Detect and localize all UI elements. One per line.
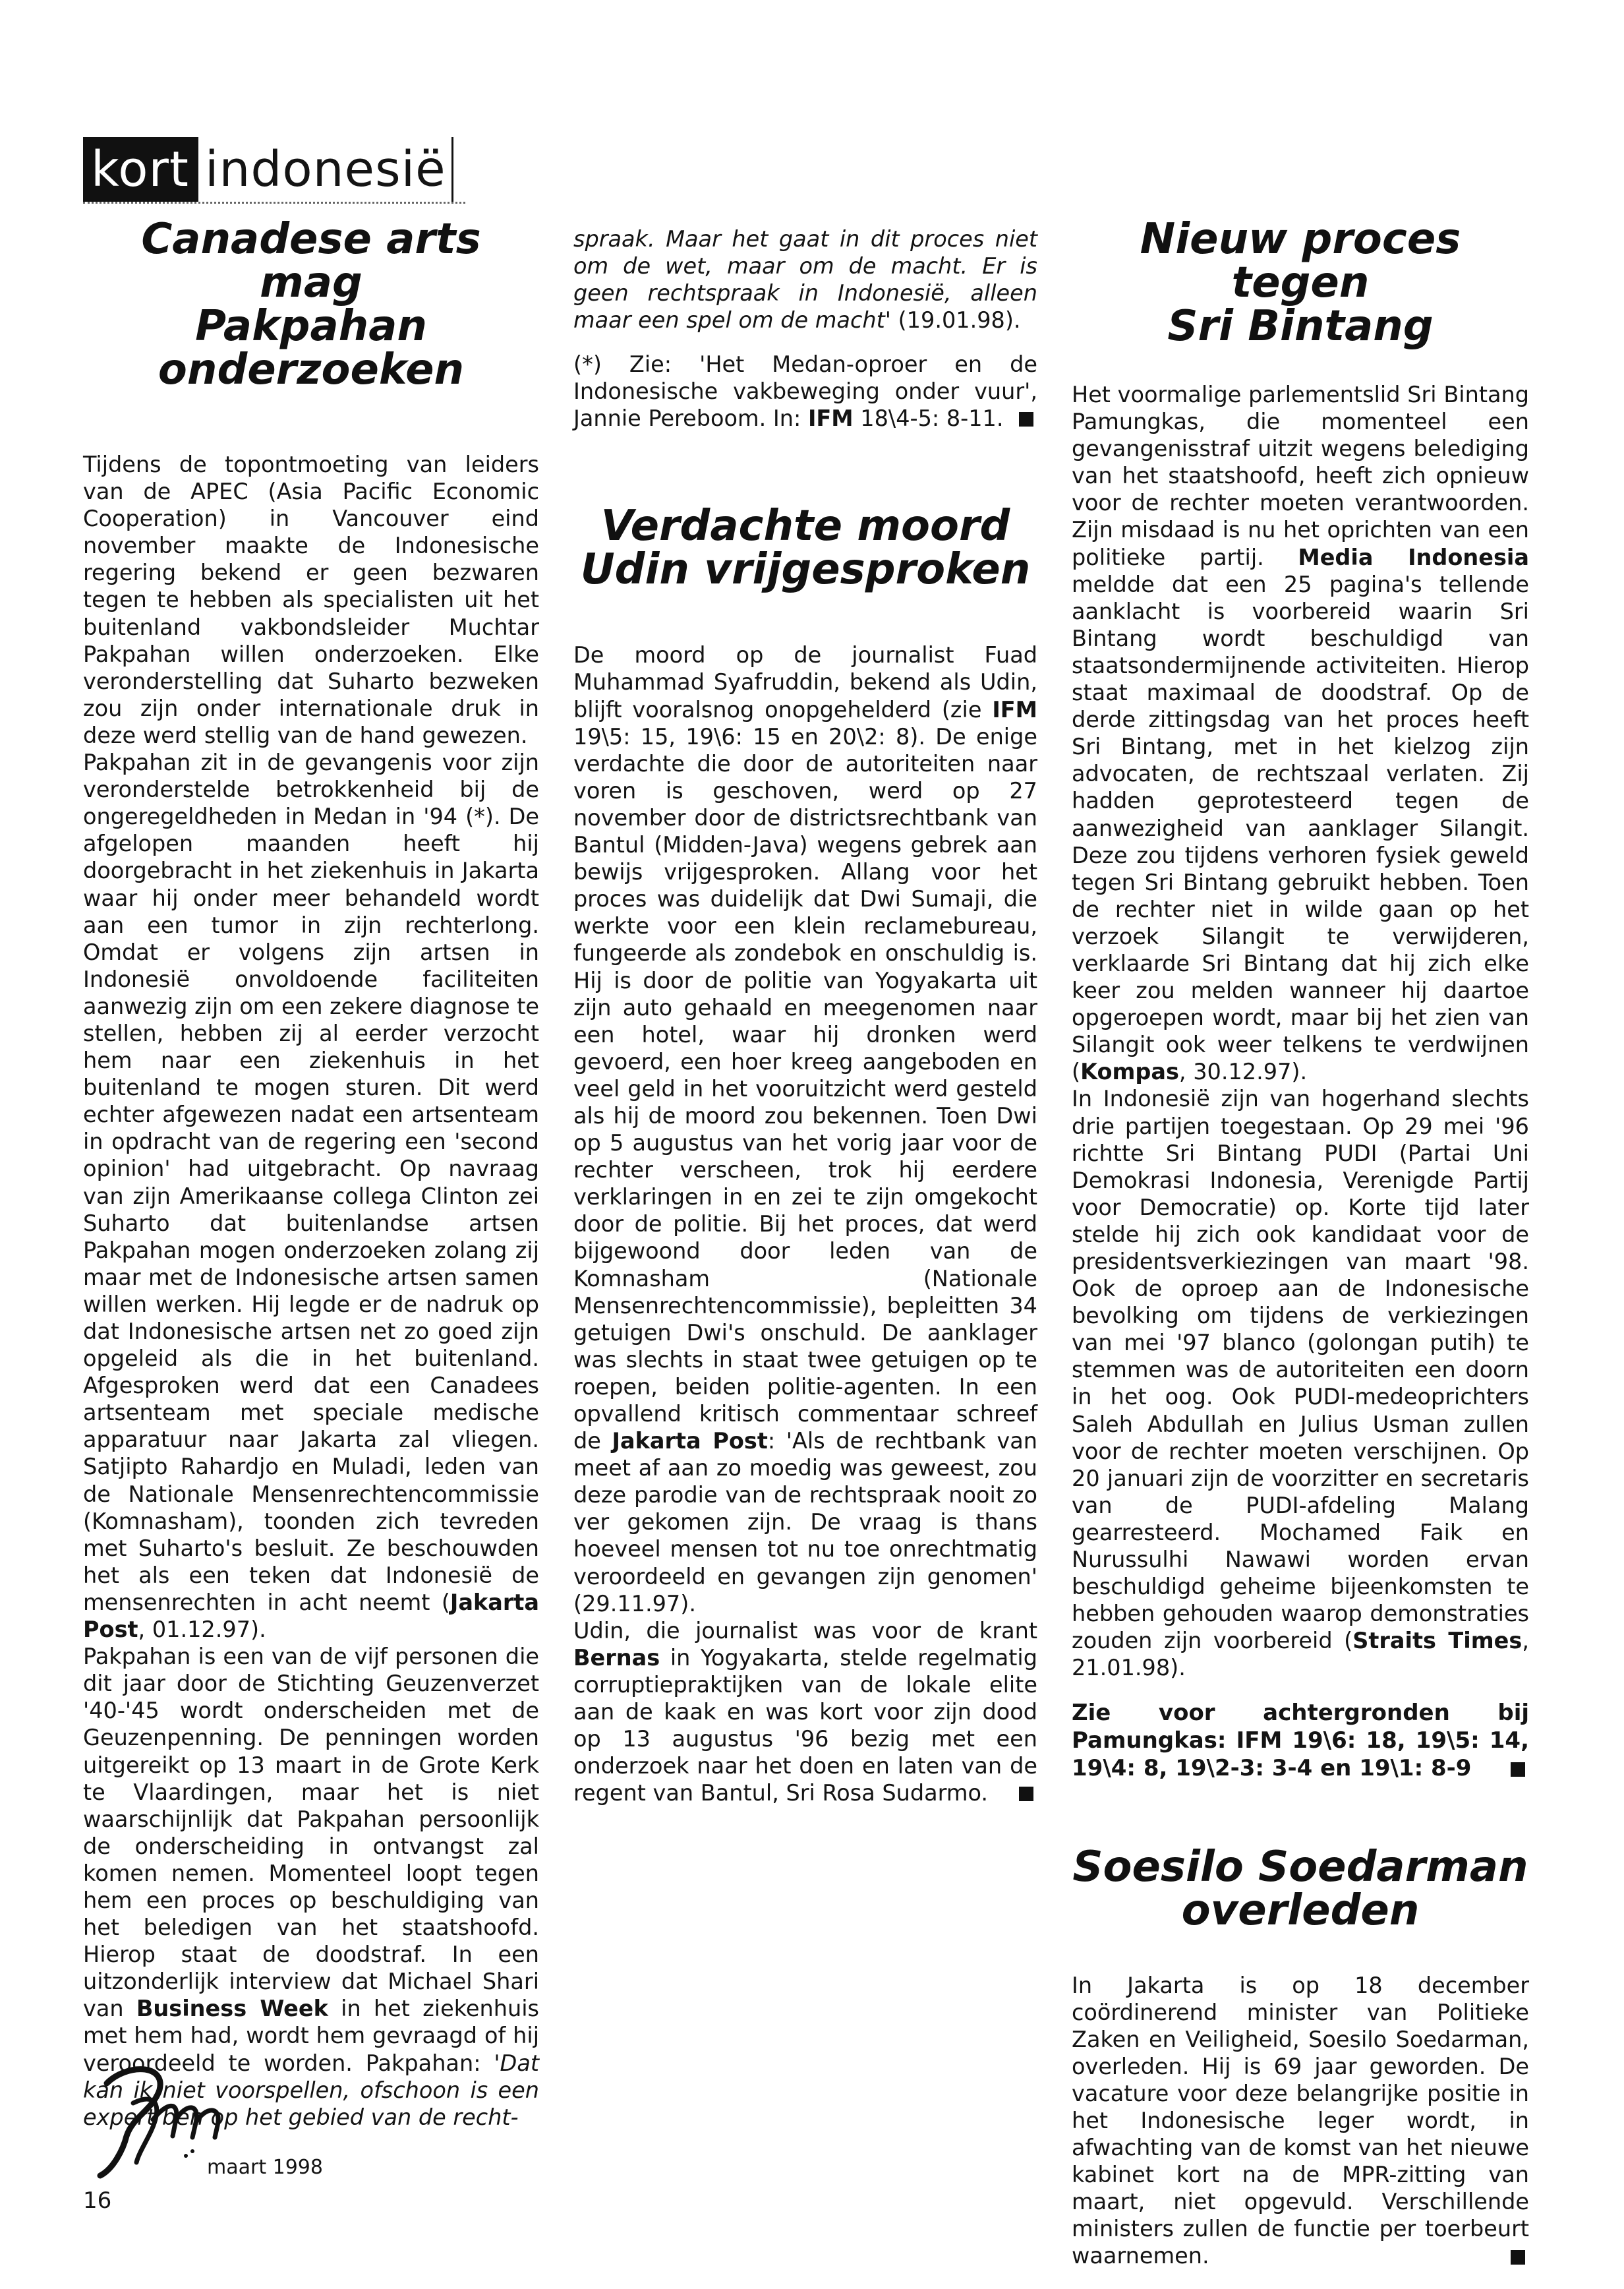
source-business-week: Business Week — [136, 1996, 328, 2022]
column-2 — [573, 225, 1037, 1806]
soedarman-paragraph: In Jakarta is op 18 december coördinerend minister van Politieke Zaken en Veiligheid, Soesilo Soedarman, overleden. Hij is 69 jaar geworden. De vacature voor deze belangrijke positie in het Indonesische leger wordt, in afwachting van de komst van het nieuwe kabinet kort na de MPR-zitting van maart, niet opgevuld. Verschillende ministers zullen de functie per toerbeurt waarnemen. — [1072, 1972, 1529, 2269]
issue-date: maart 1998 — [207, 2156, 323, 2179]
headline-udin: Verdachte moord Udin vrijgesproken — [580, 502, 1031, 595]
headline-sri-bintang: Nieuw proces tegen Sri Bintang — [1140, 215, 1461, 351]
source-straits-times: Straits Times — [1352, 1628, 1522, 1654]
source-jakarta-post: Jakarta Post — [612, 1428, 768, 1454]
pakpahan-paragraph-2: Pakpahan zit in de gevangenis voor zijn veronderstelde betrokkenheid bij de ongeregeldheden in Medan in '94 (*). De afgelopen maanden heeft hij doorgebracht in het ziekenhuis in Jakarta waar hij onder meer behandeld wordt aan een tumor in zijn rechterlong. Omdat er volgens zijn artsen in Indonesië onvoldoende faciliteiten aanwezig zijn om een zekere diagnose te stellen, hebben zij al eerder verzocht hem naar een ziekenhuis in het buitenland te mogen sturen. Dit werd echter afgewezen nadat een artsenteam in opdracht van de regering een 'second opinion' had uitgebracht. Op navraag van zijn Amerikaanse collega Clinton zei Suharto dat buitenlandse artsen Pakpahan mogen onderzoeken zolang zij maar met de Indonesische artsen samen willen werken. Hij legde er de nadruk op dat Indonesische artsen net zo goed zijn opgeleid als die in het buitenland. Afgesproken werd dat een Canadees artsenteam met speciale medische apparatuur naar Jakarta zal vliegen. Satjipto Rahardjo en Muladi, leden van de Nationale Mensenrechtencommissie (Komnasham), toonden zich tevreden met Suharto's besluit. Ze beschouwden het als een teken dat Indonesië de mensenrechten in acht neemt (Jakarta Post, 01.12.97). — [83, 750, 539, 1643]
pakpahan-paragraph-1: Tijdens de topontmoeting van leiders van de APEC (Asia Pacific Economic Cooperation) in Vancouver eind november maakte de Indonesische regering bekend er geen bezwaren tegen te hebben als specialisten uit het buitenland vakbondsleider Muchtar Pakpahan willen onderzoeken. Elke veronderstelling dat Suharto bezweken zou zijn onder internationale druk in deze werd stellig van de hand gewezen. — [83, 452, 539, 748]
end-of-article-mark — [1019, 412, 1033, 427]
section-tag-kort: kort — [83, 137, 198, 202]
section-divider — [83, 202, 465, 204]
end-of-article-mark — [1019, 1787, 1033, 1801]
page-number: 16 — [83, 2187, 112, 2214]
udin-paragraph-1: De moord op de journalist Fuad Muhammad Syafruddin, bekend als Udin, blijft vooralsnog onopgehelderd (zie IFM 19\5: 15, 19\6: 15 en 20\2: 8). De enige verdachte die door de autoriteiten naar voren is geschoven, werd op 27 november door de districtsrechtbank van Bantul (Midden-Java) wegens gebrek aan bewijs vrijgesproken. Allang voor het proces was duidelijk dat Dwi Sumaji, die werkte voor een klein reclamebureau, fungeerde als zondebok en onschuldig is. Hij is door de politie van Yogyakarta uit zijn auto gehaald en meegenomen naar een hotel, waar hij dronken werd gevoerd, een hoer kreeg aangeboden en veel geld in het vooruitzicht werd gesteld als hij de moord zou bekennen. Toen Dwi op 5 augustus van het vorig jaar voor de rechter verscheen, trok hij eerdere verklaringen in en zei te zijn omgekocht door de politie. Bij het proces, dat werd bijgewoond door leden van de Komnasham (Nationale Mensenrechtencommissie), bepleitten 34 getuigen Dwi's onschuld. De aanklager was slechts in staat twee getuigen op te roepen, beiden politie-agenten. In een opvallend kritisch commentaar schreef de Jakarta Post: 'Als de rechtbank van meet af aan zo moedig was geweest, zou deze parodie van de rechtspraak nooit zo ver gekomen zijn. De vraag is thans hoeveel mensen tot nu toe onrechtmatig veroordeeld en gevangen zijn genomen' (29.11.97). — [573, 642, 1037, 1617]
bintang-paragraph-2: In Indonesië zijn van hogerhand slechts drie partijen toegestaan. Op 29 mei '96 richtte Sri Bintang PUDI (Partai Uni Demokrasi Indonesia, Verenigde Partij voor Democratie) op. Korte tijd later stelde hij zich ook kandidaat voor de presidentsverkiezingen van maart '98. Ook de oproep aan de Indonesische bevolking om tijdens de verkiezingen van mei '97 blanco (golongan putih) te stemmen was de autoriteiten een doorn in het oog. Ook PUDI-medeoprichters Saleh Abdullah en Julius Usman zullen voor de rechter moeten verschijnen. Op 20 januari zijn de voorzitter en secretaris van de PUDI-afdeling Malang gearresteerd. Mochamed Faik en Nurussulhi Nawawi worden ervan beschuldigd geheime bijeenkomsten te hebben gehouden waarop demonstraties zouden zijn voorbereid (Straits Times, 21.01.98). — [1072, 1086, 1529, 1681]
pakpahan-footnote: (*) Zie: 'Het Medan-oproer en de Indonesische vakbeweging onder vuur', Jannie Pereboom. In: IFM 18\4-5: 8-11. — [573, 351, 1037, 432]
bintang-paragraph-1: Het voormalige parlementslid Sri Bintang Pamungkas, die momenteel een gevangenisstraf uitzit wegens belediging van het staatshoofd, heeft zich opnieuw voor de rechter moeten verantwoorden. Zijn misdaad is nu het oprichten van een politieke partij. Media Indonesia meldde dat een 25 pagina's tellende aanklacht is voorbereid waarin Sri Bintang wordt beschuldigd van staatsondermijnende activiteiten. Hierop staat maximaal de doodstraf. Op de derde zittingsdag van het proces heeft Sri Bintang, met in het kielzog zijn advocaten, de rechtszaal verlaten. Zij hadden geprotesteerd tegen de aanwezigheid van aanklager Silangit. Deze zou tijdens verhoren fysiek geweld tegen Sri Bintang gebruikt hebben. Toen de rechter niet in wilde gaan op het verzoek Silangit te verwijderen, verklaarde Sri Bintang dat hij zich elke keer zou melden wanneer hij daartoe opgeroepen wordt, maar bij het zien van Silangit ook weer telkens te verdwijnen (Kompas, 30.12.97). — [1072, 382, 1529, 1085]
end-of-article-mark — [1511, 1762, 1525, 1777]
source-media-indonesia: Media Indonesia — [1298, 544, 1529, 570]
source-bernas: Bernas — [573, 1644, 660, 1671]
column-3 — [1072, 215, 1529, 2270]
section-tag-indonesie: indonesië — [198, 137, 453, 202]
bintang-background-note: Zie voor achtergronden bij Pamungkas: IFM 19\6: 18, 19\5: 14, 19\4: 8, 19\2-3: 3-4 en 19\1: 8-9 — [1072, 1699, 1529, 1781]
article-pakpahan — [83, 215, 539, 2131]
headline-soedarman: Soesilo Soedarman overleden — [1072, 1842, 1528, 1935]
source-kompas: Kompas — [1080, 1059, 1179, 1085]
headline-pakpahan: Canadese arts mag Pakpahan onderzoeken — [141, 215, 481, 394]
pakpahan-quote: 'Dat kan ik niet voorspellen, ofschoon is een expert ben op het gebied van de recht- — [83, 2050, 539, 2130]
udin-paragraph-2: Udin, die journalist was voor de krant Bernas in Yogyakarta, stelde regelmatig corruptiepraktijken van de lokale elite aan de kaak en was kort voor zijn dood op 13 augustus '96 bezig met een onderzoek naar het doen en laten van de regent van Bantul, Sri Rosa Sudarmo. — [573, 1617, 1037, 1806]
source-jakarta-post: Jakarta Post — [83, 1589, 539, 1643]
pakpahan-paragraph-3: Pakpahan is een van de vijf personen die dit jaar door de Stichting Geuzenverzet '40-'45 wordt onderscheiden met de Geuzenpenning. De penningen worden uitgereikt op 13 maart in de Grote Kerk te Vlaardingen, maar het is niet waarschijnlijk dat Pakpahan persoonlijk de onderscheiding in ontvangst zal komen nemen. Momenteel loopt tegen hem een proces op beschuldiging van het beledigen van het staatshoofd. Hierop staat de doodstraf. In een uitzonderlijk interview dat Michael Shari van Business Week in het ziekenhuis met hem had, wordt hem gevraagd of hij veroordeeld te worden. Pakpahan: 'Dat kan ik niet voorspellen, ofschoon is een expert ben op het gebied van de recht- — [83, 1644, 539, 2130]
pakpahan-quote-continued: spraak. Maar het gaat in dit proces niet om de wet, maar om de macht. Er is geen rechtspraak in Indonesië, alleen maar een spel om de macht' (19.01.98). — [573, 226, 1037, 334]
end-of-article-mark — [1511, 2250, 1525, 2265]
section-tag — [83, 137, 453, 202]
